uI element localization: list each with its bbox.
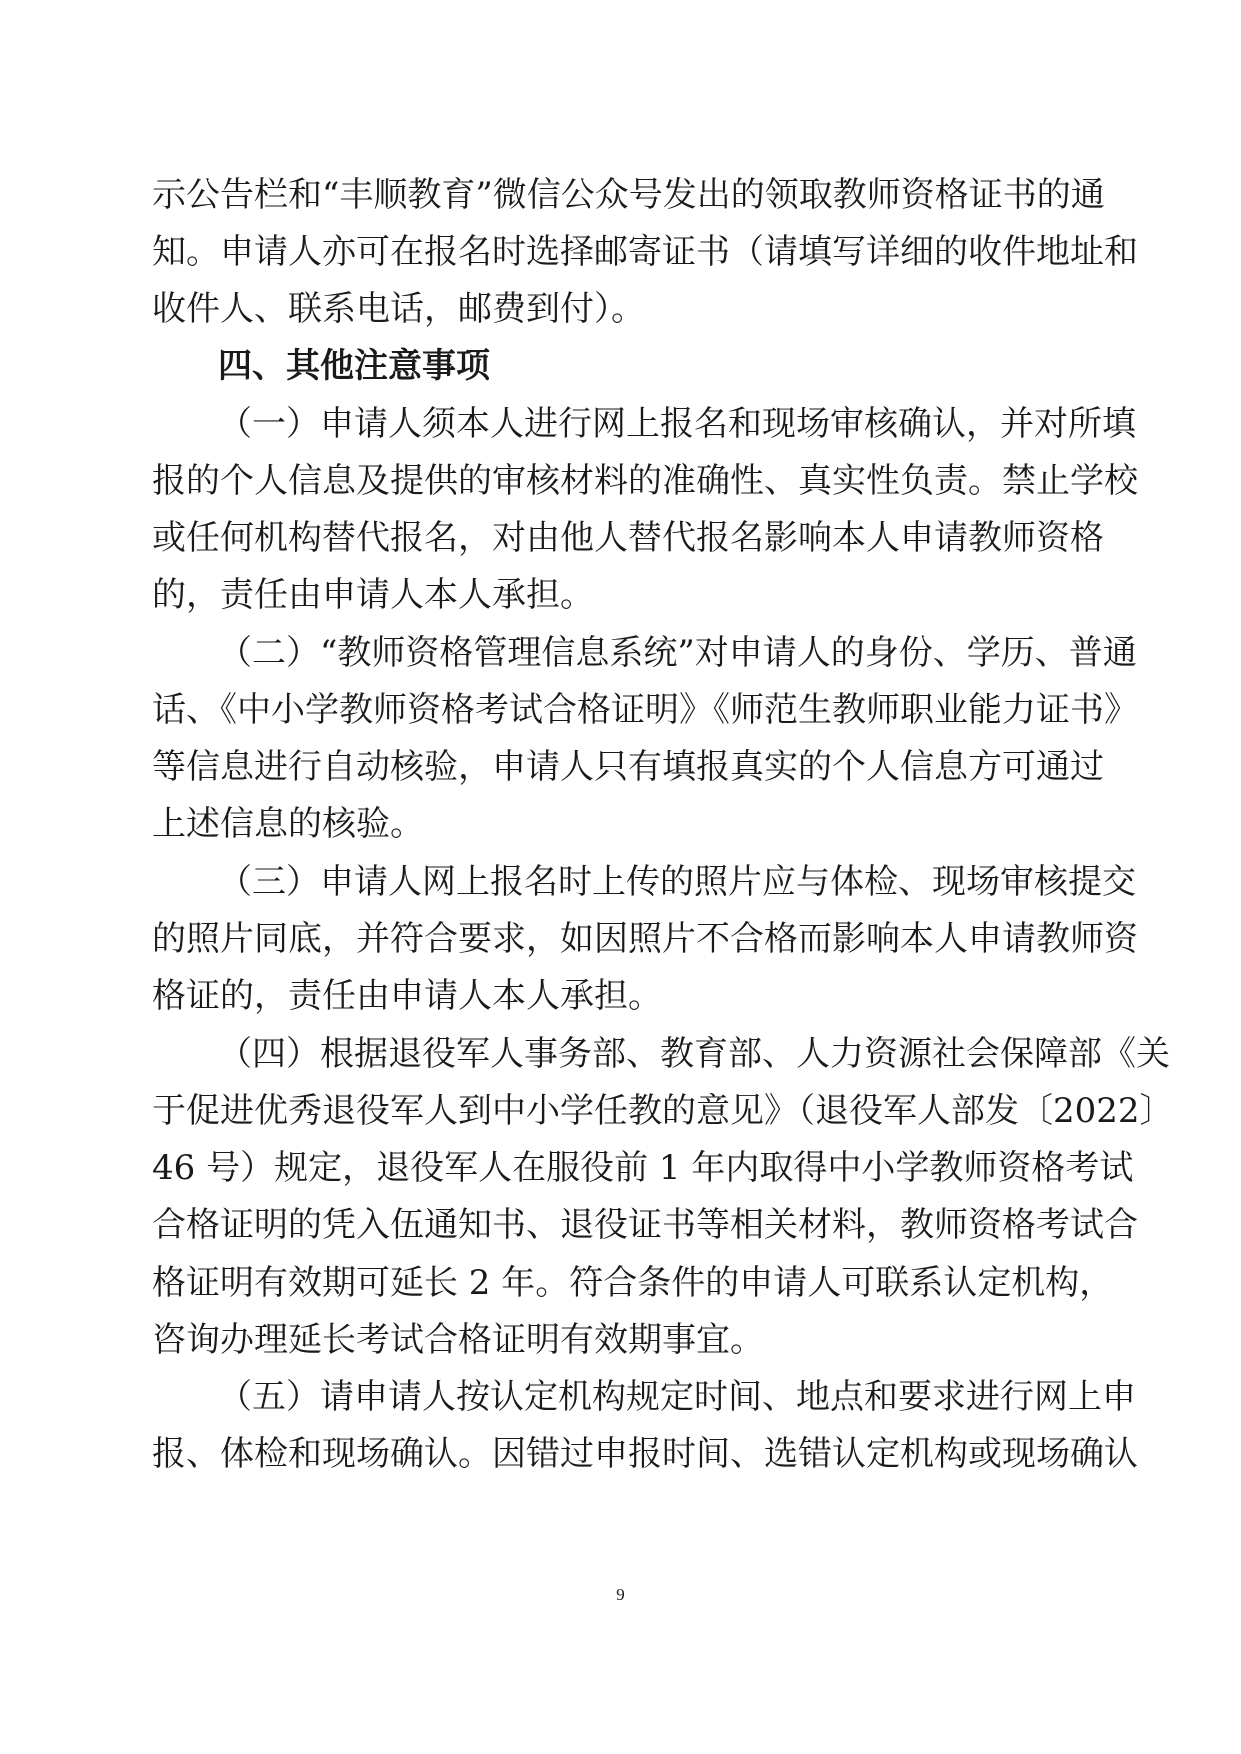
paragraph-line: 46 号）规定，退役军人在服役前 1 年内取得中小学教师资格考试 — [152, 1148, 1134, 1188]
paragraph-line: 上述信息的核验。 — [152, 804, 424, 844]
paragraph-line: 合格证明的凭入伍通知书、退役证书等相关材料，教师资格考试合 — [152, 1205, 1138, 1245]
paragraph-line: 等信息进行自动核验，申请人只有填报真实的个人信息方可通过 — [152, 747, 1104, 787]
paragraph-line: 话、《中小学教师资格考试合格证明》《师范生教师职业能力证书》 — [152, 690, 1138, 730]
paragraph-line: 的照片同底，并符合要求，如因照片不合格而影响本人申请教师资 — [152, 919, 1138, 959]
paragraph-line: （二）“教师资格管理信息系统”对申请人的身份、学历、普通 — [218, 633, 1137, 673]
paragraph-line: （五）请申请人按认定机构规定时间、地点和要求进行网上申 — [218, 1377, 1136, 1417]
paragraph-line: 咨询办理延长考试合格证明有效期事宜。 — [152, 1320, 764, 1360]
paragraph-line: 报的个人信息及提供的审核材料的准确性、真实性负责。禁止学校 — [152, 461, 1138, 501]
paragraph-line: 的，责任由申请人本人承担。 — [152, 575, 594, 615]
paragraph-line: 格证的，责任由申请人本人承担。 — [152, 976, 662, 1016]
paragraph-line: 或任何机构替代报名，对由他人替代报名影响本人申请教师资格 — [152, 518, 1104, 558]
paragraph-line: 知。申请人亦可在报名时选择邮寄证书（请填写详细的收件地址和 — [152, 232, 1138, 272]
paragraph-line: （一）申请人须本人进行网上报名和现场审核确认，并对所填 — [218, 404, 1136, 444]
paragraph-line: 收件人、联系电话，邮费到付）。 — [152, 289, 645, 329]
paragraph-line: （四）根据退役军人事务部、教育部、人力资源社会保障部《关 — [218, 1034, 1170, 1074]
paragraph-line: 于促进优秀退役军人到中小学任教的意见》（退役军人部发〔2022〕 — [152, 1091, 1174, 1131]
paragraph-line: （三）申请人网上报名时上传的照片应与体检、现场审核提交 — [218, 862, 1136, 902]
section-heading: 四、其他注意事项 — [218, 346, 490, 386]
paragraph-line: 报、体检和现场确认。因错过申报时间、选错认定机构或现场确认 — [152, 1434, 1138, 1474]
paragraph-line: 格证明有效期可延长 2 年。符合条件的申请人可联系认定机构， — [152, 1263, 1114, 1303]
page-number: 9 — [616, 1585, 625, 1604]
paragraph-line: 示公告栏和“丰顺教育”微信公众号发出的领取教师资格证书的通 — [152, 175, 1105, 215]
